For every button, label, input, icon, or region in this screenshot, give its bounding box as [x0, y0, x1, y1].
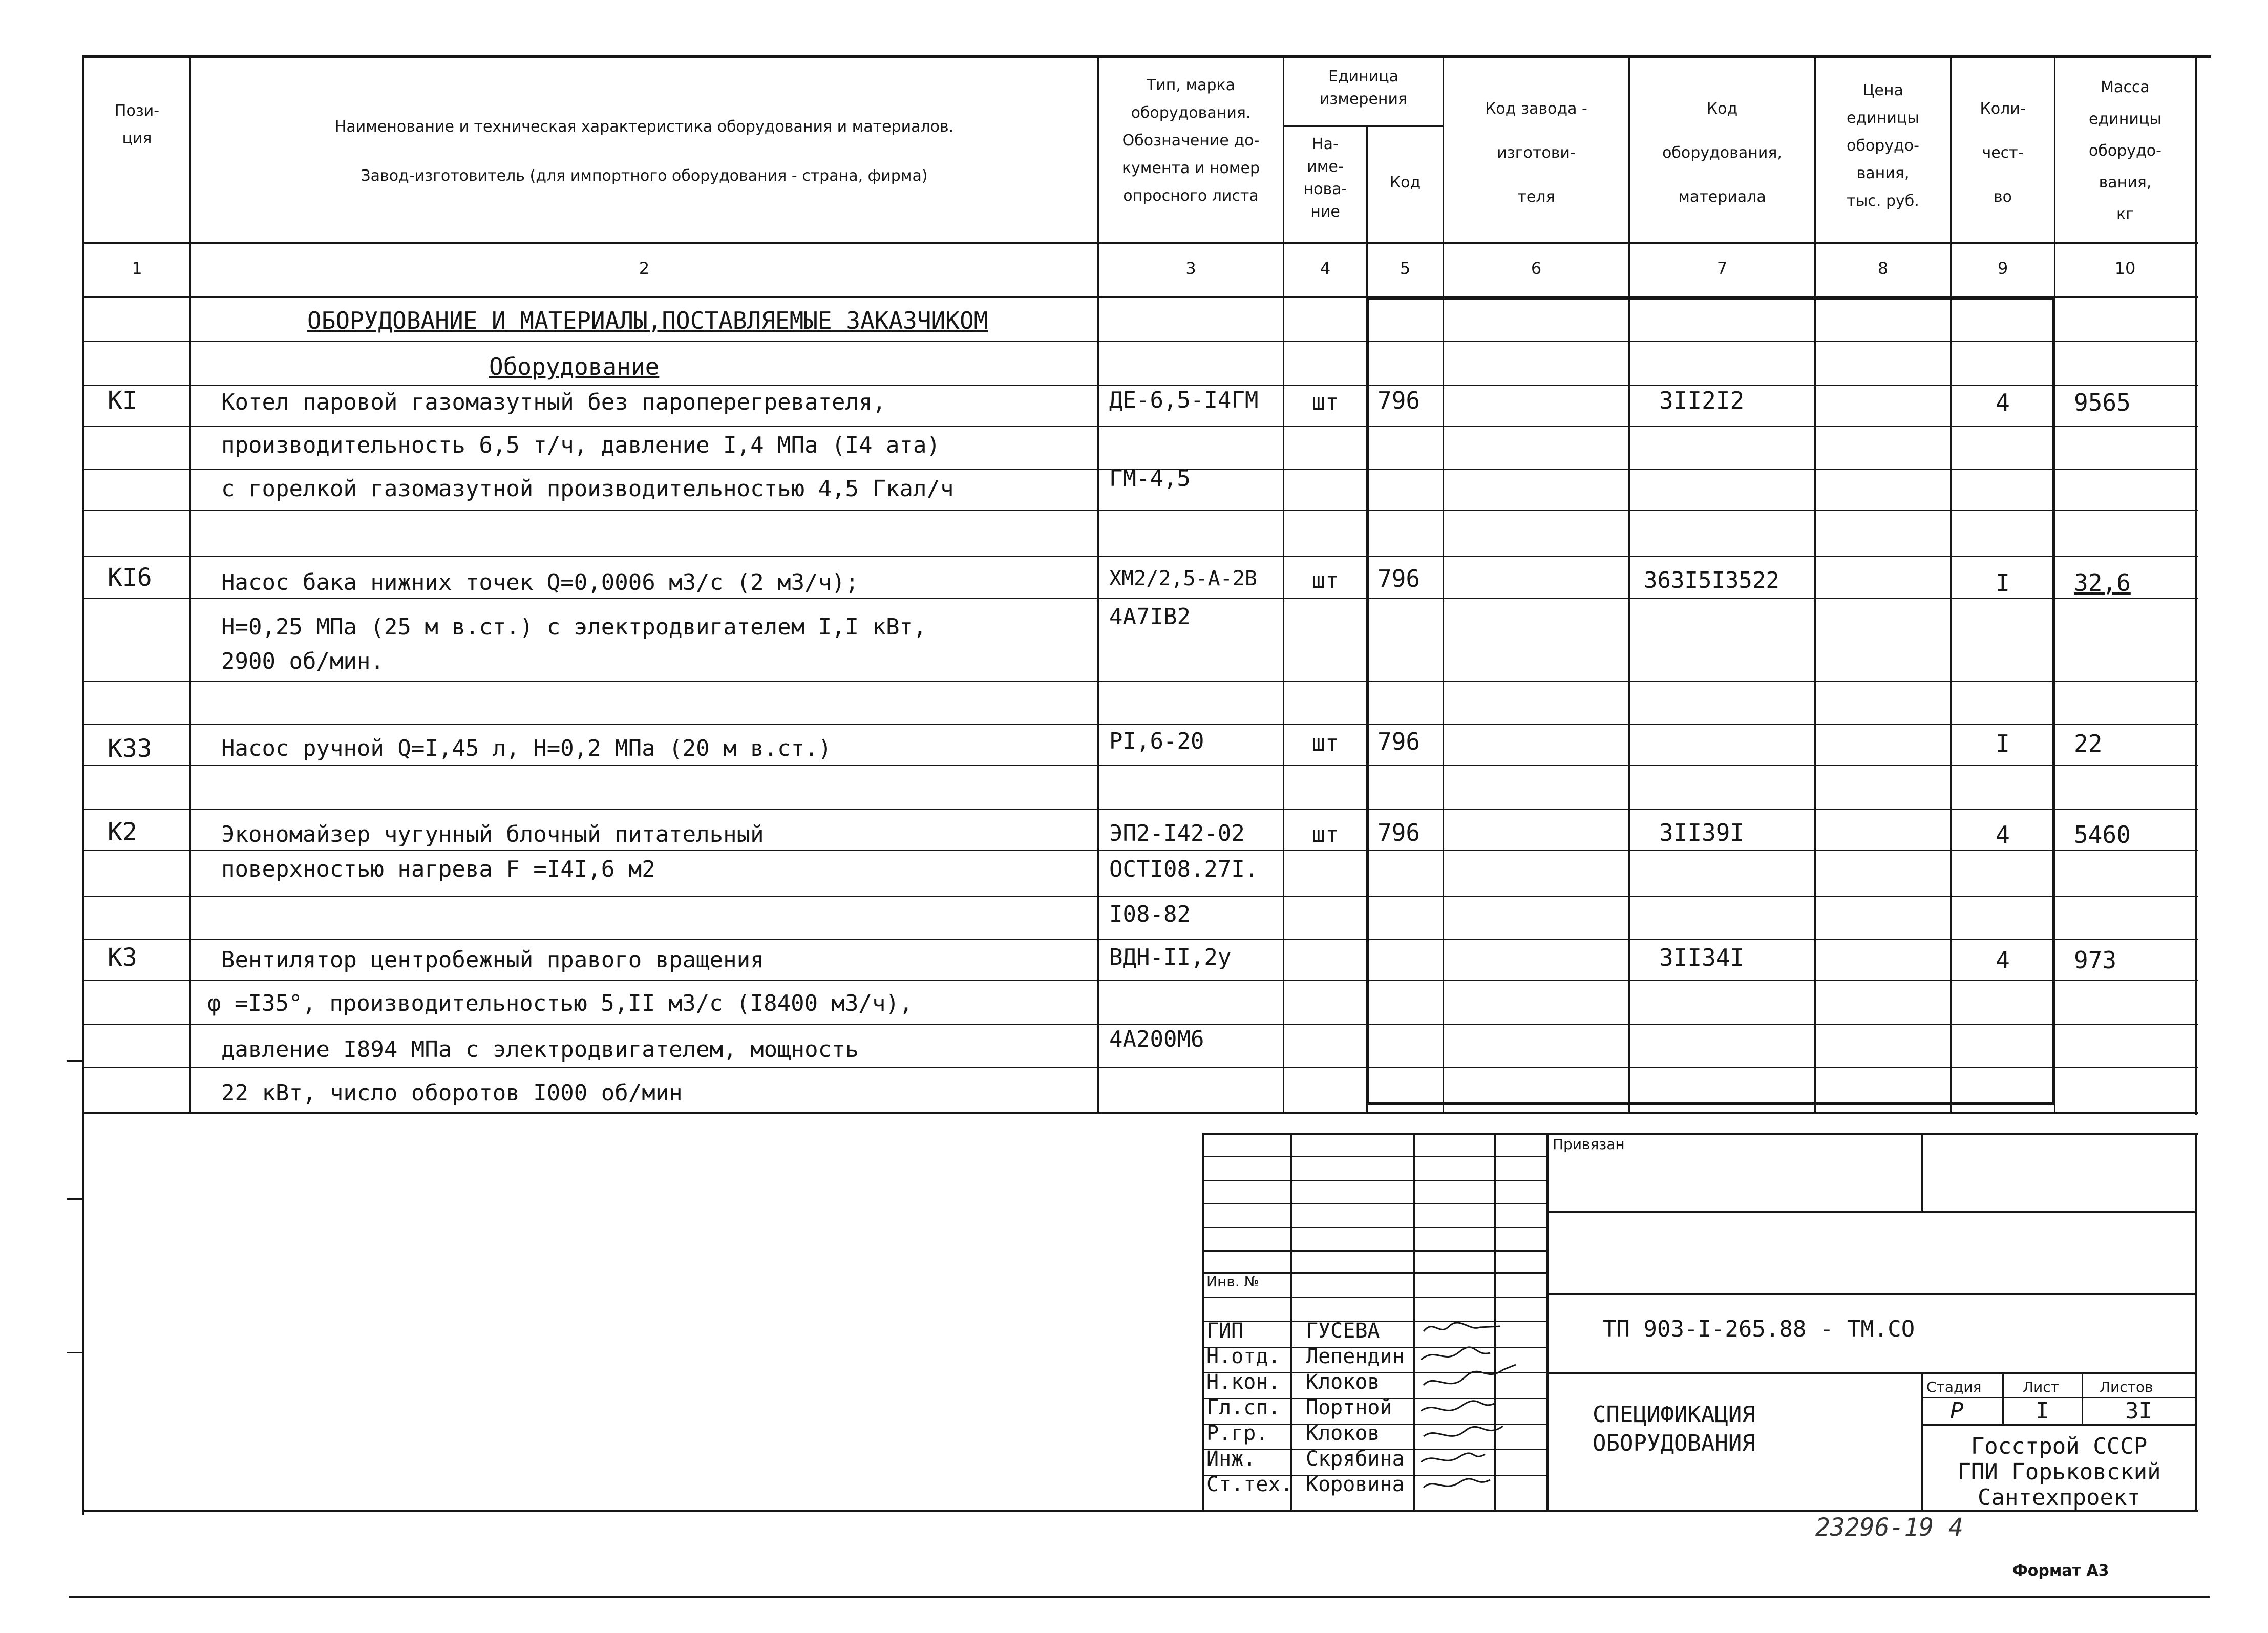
row-k33-qty: I: [1996, 730, 2010, 757]
row-k2-code: 796: [1377, 819, 1421, 846]
row-ki6-equip-code: 363I5I3522: [1644, 567, 1779, 593]
header-col8-line4: вания,: [1856, 164, 1910, 182]
document-title-line1: СПЕЦИФИКАЦИЯ: [1593, 1402, 1755, 1428]
signature-name-gip: ГУСЕВА: [1306, 1319, 1380, 1343]
header-col4: [1284, 133, 1366, 223]
organization: [1921, 1434, 2197, 1511]
signature-scribbles: [1413, 1316, 1546, 1505]
row-k3-position: К3: [108, 943, 137, 972]
header-col2-line1: Наименование и техническая характеристика оборудования и материалов.: [334, 118, 954, 136]
row-ki6-name-line3: 2900 об/мин.: [221, 648, 384, 674]
row-ki6-mass: 32,6: [2074, 569, 2131, 597]
header-col1: [84, 97, 189, 153]
header-col2-line2: Завод-изготовитель (для импортного оборудования - страна, фирма): [361, 167, 928, 185]
header-col7-line3: материала: [1678, 188, 1766, 206]
sheets-label: Листов: [2100, 1378, 2153, 1395]
row-ki-qty: 4: [1996, 389, 2010, 416]
signature-scribble-7: [1424, 1479, 1490, 1488]
header-col7-line1: Код: [1706, 100, 1738, 118]
row-ki6-name-line2: Н=0,25 МПа (25 м в.ст.) с электродвигателем I,I кВт,: [221, 614, 927, 640]
row-ki6-unit: шт: [1311, 567, 1339, 593]
header-unit-group: [1284, 66, 1443, 111]
signature-name-gl-sp: Портной: [1306, 1396, 1392, 1419]
row-k2-name-line2: поверхностью нагрева F =I4I,6 м2: [221, 856, 655, 882]
inventory-label: Инв. №: [1206, 1273, 1259, 1290]
header-col10-line4: вания,: [2099, 174, 2152, 192]
signature-name-r-gr: Клоков: [1306, 1422, 1380, 1445]
row-ki-position: KI: [108, 386, 137, 415]
header-col1-line2: ция: [122, 130, 152, 147]
row-k3-equip-code: 3II34I: [1659, 944, 1745, 971]
row-k3-type: ВДН-II,2у: [1109, 944, 1232, 970]
column-number-7: 7: [1716, 259, 1728, 278]
signature-role-gip: ГИП: [1206, 1319, 1244, 1343]
row-ki-code: 796: [1377, 387, 1421, 414]
header-col9-line3: во: [1993, 188, 2012, 206]
margin-tick-3: [67, 1352, 82, 1353]
header-col8-line1: Цена: [1862, 81, 1903, 99]
header-col3-line4: кумента и номер: [1121, 159, 1260, 177]
header-col2: [191, 102, 1097, 201]
row-k33-name: Насос ручной Q=I,45 л, Н=0,2 МПа (20 м в.ст.): [221, 735, 832, 761]
row-k33-type: РI,6-20: [1109, 728, 1204, 754]
header-col5: Код: [1389, 174, 1421, 192]
row-k2-standard-line2: I08-82: [1109, 901, 1191, 927]
row-ki-mass: 9565: [2074, 389, 2131, 416]
row-k2-name: Экономайзер чугунный блочный питательный: [221, 821, 764, 847]
row-k3-name-line4: 22 кВт, число оборотов I000 об/мин: [221, 1080, 683, 1106]
header-col3-line3: Обозначение до-: [1122, 132, 1260, 150]
header-col7-line2: оборудования,: [1662, 144, 1782, 162]
column-number-2: 2: [639, 259, 650, 278]
header-col8-line3: оборудо-: [1847, 137, 1919, 155]
row-k33-mass: 22: [2074, 730, 2103, 757]
signature-role-r-gr: Р.гр.: [1206, 1422, 1268, 1445]
row-ki-unit: шт: [1311, 389, 1339, 415]
organization-line3: Сантехпроект: [1978, 1484, 2140, 1511]
row-ki6-code: 796: [1377, 565, 1421, 592]
row-k33-position: К33: [108, 734, 152, 763]
signature-scribble-2: [1421, 1347, 1490, 1360]
signature-name-h-otd: Лепендин: [1306, 1345, 1405, 1368]
row-ki-type-burner: ГМ-4,5: [1109, 465, 1191, 492]
subsection-title: Оборудование: [489, 353, 660, 380]
sheets-value: 3I: [2125, 1398, 2152, 1424]
document-code: ТП 903-I-265.88 - ТМ.СО: [1603, 1316, 1915, 1342]
signature-name-st-teh: Коровина: [1306, 1473, 1405, 1496]
header-col9: [1952, 87, 2054, 219]
row-k2-qty: 4: [1996, 821, 2010, 849]
row-k33-code: 796: [1377, 728, 1421, 755]
archive-number: 23296-19 4: [1815, 1513, 1963, 1542]
row-k2-position: К2: [108, 818, 137, 846]
row-k2-type: ЭП2-I42-02: [1109, 820, 1245, 846]
row-k3-name-line3: давление I894 МПа с электродвигателем, мощность: [221, 1036, 859, 1063]
column-number-10: 10: [2114, 259, 2136, 278]
header-col9-line2: чест-: [1982, 144, 2024, 162]
header-col1-line1: Пози-: [114, 102, 160, 120]
stage-label: Стадия: [1926, 1378, 1982, 1395]
header-col9-line1: Коли-: [1980, 100, 2026, 118]
row-ki6-qty: I: [1996, 569, 2010, 597]
row-k2-equip-code: 3II39I: [1659, 819, 1745, 846]
row-k3-name-line2: φ =I35°, производительностью 5,II м3/с (I8400 м3/ч),: [207, 990, 913, 1016]
header-col8-line2: единицы: [1847, 109, 1919, 127]
stage-value: Р: [1950, 1398, 1964, 1424]
column-number-1: 1: [132, 259, 142, 278]
header-col4-line2: име-: [1307, 158, 1344, 176]
signature-scribble-4: [1421, 1401, 1495, 1411]
header-col10: [2055, 72, 2195, 230]
column-number-9: 9: [1997, 259, 2008, 278]
margin-tick-1: [67, 1060, 82, 1062]
row-k2-standard: ОСТI08.27I.: [1109, 856, 1259, 882]
signature-scribble-6: [1421, 1453, 1485, 1462]
header-col3-line1: Тип, марка: [1146, 76, 1236, 94]
header-col6-line3: теля: [1517, 188, 1555, 206]
row-k3-mass: 973: [2074, 946, 2117, 974]
row-ki6-position: KI6: [108, 563, 152, 592]
document-title: [1593, 1401, 1755, 1458]
margin-tick-2: [67, 1198, 82, 1200]
header-col3-line5: опросного листа: [1123, 187, 1259, 205]
section-title: ОБОРУДОВАНИЕ И МАТЕРИАЛЫ,ПОСТАВЛЯЕМЫЕ ЗАКАЗЧИКОМ: [307, 307, 988, 334]
column-number-4: 4: [1320, 259, 1331, 278]
row-ki-name: Котел паровой газомазутный без пароперегревателя,: [221, 389, 886, 415]
column-number-3: 3: [1185, 259, 1196, 278]
header-col4-line3: нова-: [1303, 180, 1347, 198]
signature-name-h-kon: Клоков: [1306, 1370, 1380, 1394]
header-col4-line4: ние: [1310, 203, 1340, 221]
document-title-line2: ОБОРУДОВАНИЯ: [1593, 1430, 1755, 1456]
header-col6-line2: изготови-: [1497, 144, 1576, 162]
header-col7: [1630, 87, 1814, 219]
signature-scribble-1: [1424, 1323, 1500, 1331]
header-col10-line2: единицы: [2089, 110, 2161, 128]
signature-role-st-teh: Ст.тех.: [1206, 1473, 1293, 1496]
header-col3: [1099, 72, 1283, 210]
attached-label: Привязан: [1553, 1136, 1625, 1153]
header-col3-line2: оборудования.: [1131, 104, 1251, 122]
row-k33-unit: шт: [1311, 730, 1339, 756]
row-k3-name: Вентилятор центробежный правого вращения: [221, 947, 764, 973]
header-col10-line5: кг: [2116, 205, 2134, 223]
column-number-8: 8: [1877, 259, 1889, 278]
signature-scribble-5: [1424, 1426, 1503, 1436]
sheet-label: Лист: [2023, 1378, 2059, 1395]
row-ki-name-line2: производительность 6,5 т/ч, давление I,4 МПа (I4 ата): [221, 432, 940, 458]
row-ki-equip-code: 3II2I2: [1659, 387, 1745, 414]
row-k3-qty: 4: [1996, 946, 2010, 974]
row-ki-name-line3: с горелкой газомазутной производительностью 4,5 Гкал/ч: [221, 476, 954, 502]
header-unit-line1: Единица: [1328, 68, 1399, 86]
signature-role-gl-sp: Гл.сп.: [1206, 1396, 1281, 1419]
row-ki-type: ДЕ-6,5-I4ГМ: [1109, 387, 1259, 413]
row-ki6-type: ХМ2/2,5-А-2В: [1109, 567, 1257, 590]
column-number-5: 5: [1400, 259, 1411, 278]
header-col4-line1: На-: [1312, 135, 1339, 153]
header-col6: [1444, 87, 1628, 219]
signature-role-inzh: Инж.: [1206, 1447, 1256, 1471]
signature-role-h-otd: Н.отд.: [1206, 1345, 1281, 1368]
trim-line: [69, 1596, 2210, 1598]
signature-role-h-kon: Н.кон.: [1206, 1370, 1281, 1394]
signature-name-inzh: Скрябина: [1306, 1447, 1405, 1471]
header-col10-line1: Масса: [2101, 78, 2150, 96]
column-number-6: 6: [1531, 259, 1542, 278]
row-k2-mass: 5460: [2074, 821, 2131, 849]
header-unit-line2: измерения: [1319, 90, 1408, 108]
signature-scribble-3: [1424, 1365, 1516, 1385]
row-ki6-motor-type: 4А7IВ2: [1109, 604, 1191, 630]
organization-line2: ГПИ Горьковский: [1957, 1459, 2161, 1485]
row-k2-unit: шт: [1311, 821, 1339, 847]
header-col10-line3: оборудо-: [2089, 142, 2161, 160]
header-col8-line5: тыс. руб.: [1847, 192, 1919, 210]
format-label: Формат А3: [2012, 1562, 2109, 1580]
sheet-value: I: [2036, 1398, 2049, 1424]
organization-line1: Госстрой СССР: [1970, 1433, 2148, 1459]
header-col6-line1: Код завода -: [1485, 100, 1587, 118]
row-ki6-name: Насос бака нижних точек Q=0,0006 м3/с (2 м3/ч);: [221, 569, 859, 596]
header-col8: [1816, 77, 1950, 215]
row-k3-motor-type: 4А200М6: [1109, 1026, 1204, 1052]
